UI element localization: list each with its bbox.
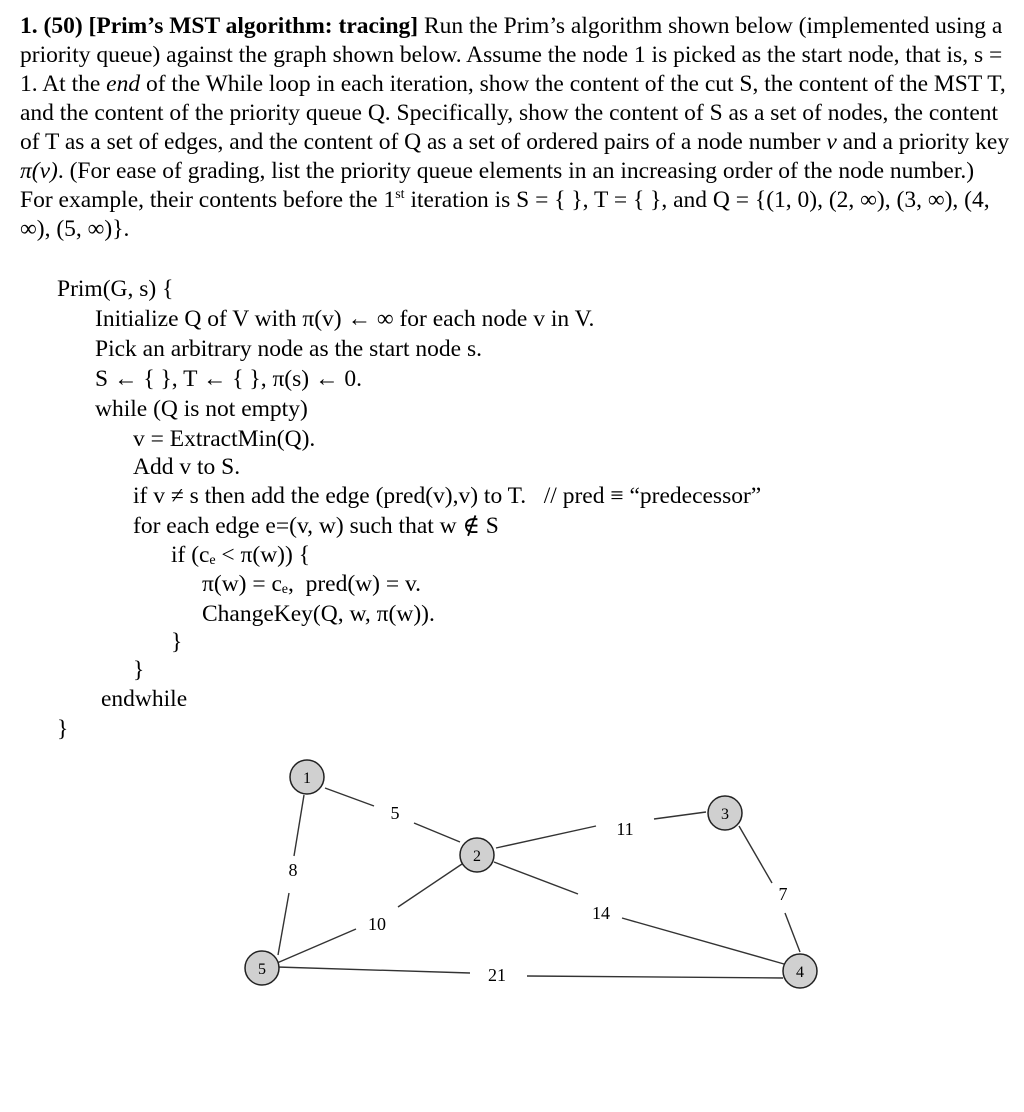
code-line: } bbox=[57, 716, 69, 742]
code-line: Add v to S. bbox=[133, 454, 241, 480]
graph-node-1 bbox=[290, 760, 324, 794]
graph-figure bbox=[0, 740, 1024, 1000]
code-line: if (cₑ < π(w)) { bbox=[171, 542, 310, 568]
code-line: S ← { }, T ← { }, π(s) ← 0. bbox=[95, 366, 362, 392]
code-line: while (Q is not empty) bbox=[95, 396, 308, 422]
code-line: if v ≠ s then add the edge (pred(v),v) to T. // pred ≡ “predecessor” bbox=[133, 483, 762, 509]
problem-end-word: end bbox=[106, 71, 141, 97]
code-line: Initialize Q of V with π(v) ← ∞ for each node v in V. bbox=[95, 306, 595, 332]
edge-3-4 bbox=[739, 826, 800, 952]
edge-weight-2-5: 10 bbox=[368, 914, 386, 934]
problem-text-2: of the While loop in each iteration, show the content of the cut S, the content of the MST T, and the content of the priority queue Q. Specifically, show the content of S as a set of nodes, the content of T as a set of edges, and the content of Q as a set of ordered pairs of a node number bbox=[20, 71, 1006, 155]
problem-v-word: v bbox=[826, 129, 837, 155]
code-line: endwhile bbox=[101, 686, 188, 712]
graph-node-label: 1 bbox=[303, 770, 311, 787]
problem-text-3: and a priority key bbox=[836, 129, 1010, 155]
graph-node-5 bbox=[245, 951, 279, 985]
problem-text-5: iteration is S = { }, T = { }, and Q = {(1, 0), (2, ∞), (3, ∞), (4, ∞), (5, ∞)}. bbox=[20, 187, 990, 242]
graph-node-label: 3 bbox=[721, 806, 729, 823]
code-line: π(w) = cₑ, pred(w) = v. bbox=[202, 571, 422, 597]
edge-4-5 bbox=[277, 967, 783, 978]
problem-pi-word: π(v) bbox=[20, 158, 58, 184]
problem-statement bbox=[20, 12, 1010, 244]
edge-weight-2-4: 14 bbox=[592, 903, 610, 923]
edge-weight-2-3: 11 bbox=[616, 819, 634, 839]
edge-weight-1-2: 5 bbox=[390, 803, 400, 823]
graph-node-label: 2 bbox=[473, 848, 481, 865]
code-line: Pick an arbitrary node as the start node s. bbox=[95, 336, 482, 362]
edge-2-4 bbox=[494, 862, 784, 964]
edge-weight-1-5: 8 bbox=[288, 860, 298, 880]
graph-node-label: 5 bbox=[258, 961, 266, 978]
problem-superscript: st bbox=[395, 187, 405, 202]
code-line: Prim(G, s) { bbox=[57, 276, 174, 302]
graph-node-label: 4 bbox=[796, 964, 804, 981]
problem-text-1: Run the Prim’s algorithm shown below (implemented using a priority queue) against the graph shown below. Assume the node 1 is picked as the start node, that is, s = 1. At the bbox=[20, 13, 1003, 97]
edge-2-3 bbox=[496, 812, 706, 848]
code-line: } bbox=[133, 657, 145, 683]
graph-node-4 bbox=[783, 954, 817, 988]
code-line: } bbox=[171, 629, 183, 655]
graph-node-3 bbox=[708, 796, 742, 830]
graph-node-2 bbox=[460, 838, 494, 872]
edge-weight-4-5: 21 bbox=[488, 965, 506, 985]
problem-title: 1. (50) [Prim’s MST algorithm: tracing] bbox=[20, 13, 419, 39]
problem-text-4: . (For ease of grading, list the priority queue elements in an increasing order of the node number.) For example, their contents before the 1 bbox=[20, 158, 975, 213]
code-line: v = ExtractMin(Q). bbox=[133, 426, 316, 452]
code-line: for each edge e=(v, w) such that w ∉ S bbox=[133, 513, 499, 539]
code-line: ChangeKey(Q, w, π(w)). bbox=[202, 601, 435, 627]
edge-weight-3-4: 7 bbox=[778, 884, 788, 904]
